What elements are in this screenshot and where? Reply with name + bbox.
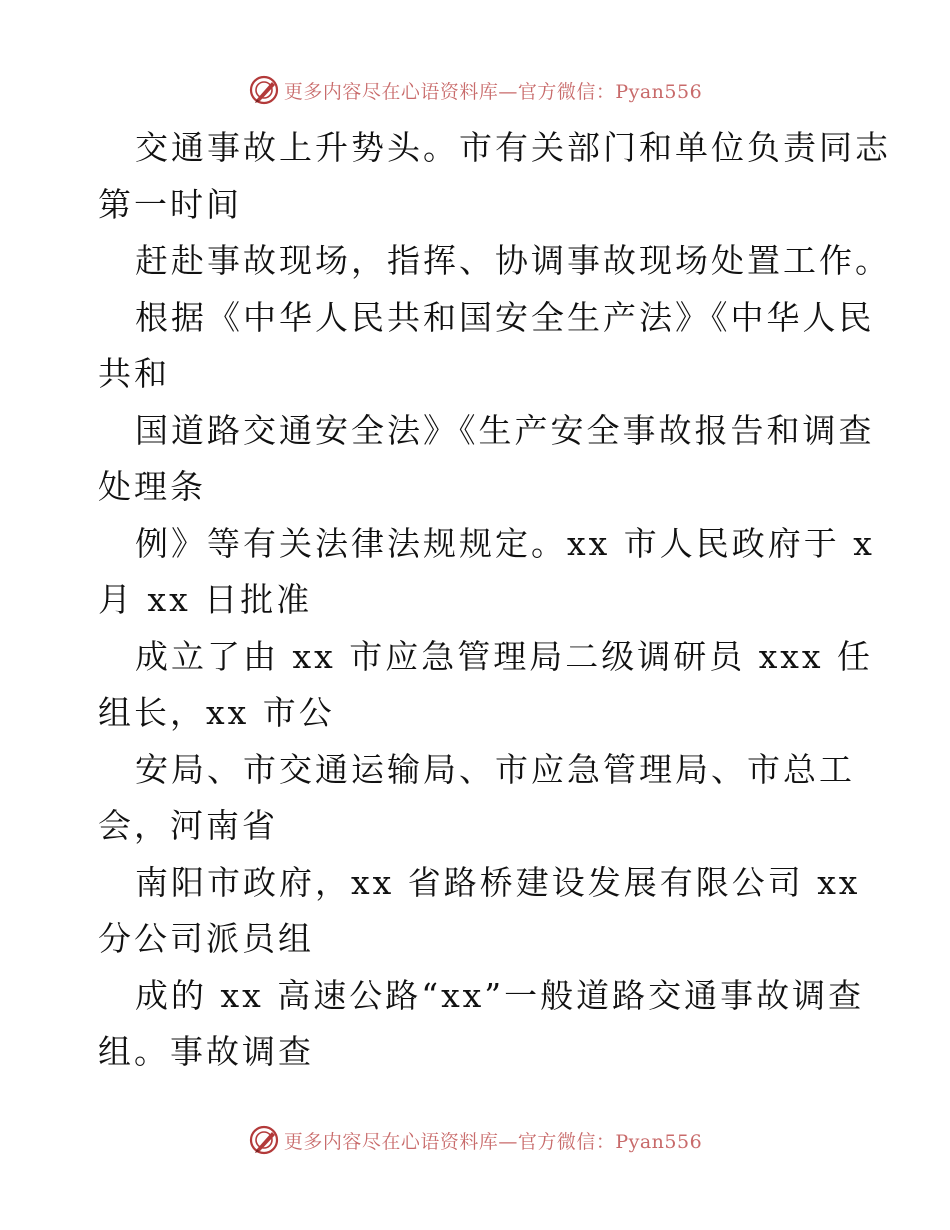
text-line: 交通事故上升势头。市有关部门和单位负责同志 [135,128,891,167]
header-watermark-banner [0,70,950,110]
document-body [98,120,891,1081]
pen-logo-icon [248,1124,280,1156]
text-line: 例》等有关法律法规规定。xx 市人民政府于 x [135,523,875,563]
text-line: 共和 [98,354,170,393]
text-line: 月 xx 日批准 [98,580,313,619]
text-line: 分公司派员组 [98,919,314,958]
text-line: 会，河南省 [98,806,278,845]
footer-watermark-text: 更多内容尽在心语资料库—官方微信：Pyan556 [283,1130,703,1153]
footer-watermark-banner [0,1120,950,1160]
text-line: 成的 xx 高速公路“xx”一般道路交通事故调查 [135,975,865,1015]
pen-logo-icon [248,74,280,106]
text-line: 第一时间 [98,184,242,224]
text-line: 赶赴事故现场，指挥、协调事故现场处置工作。 [135,241,891,280]
text-line: 安局、市交通运输局、市应急管理局、市总工 [135,749,855,789]
text-line: 国道路交通安全法》《生产安全事故报告和调查 [135,410,875,450]
text-line: 组长，xx 市公 [98,693,335,732]
text-line: 南阳市政府，xx 省路桥建设发展有限公司 xx [135,862,861,902]
text-line: 处理条 [98,467,206,506]
text-line: 组。事故调查 [98,1032,314,1071]
header-watermark-text: 更多内容尽在心语资料库—官方微信：Pyan556 [283,80,703,103]
text-line: 成立了由 xx 市应急管理局二级调研员 xxx 任 [135,636,874,676]
text-line: 根据《中华人民共和国安全生产法》《中华人民 [135,297,875,337]
